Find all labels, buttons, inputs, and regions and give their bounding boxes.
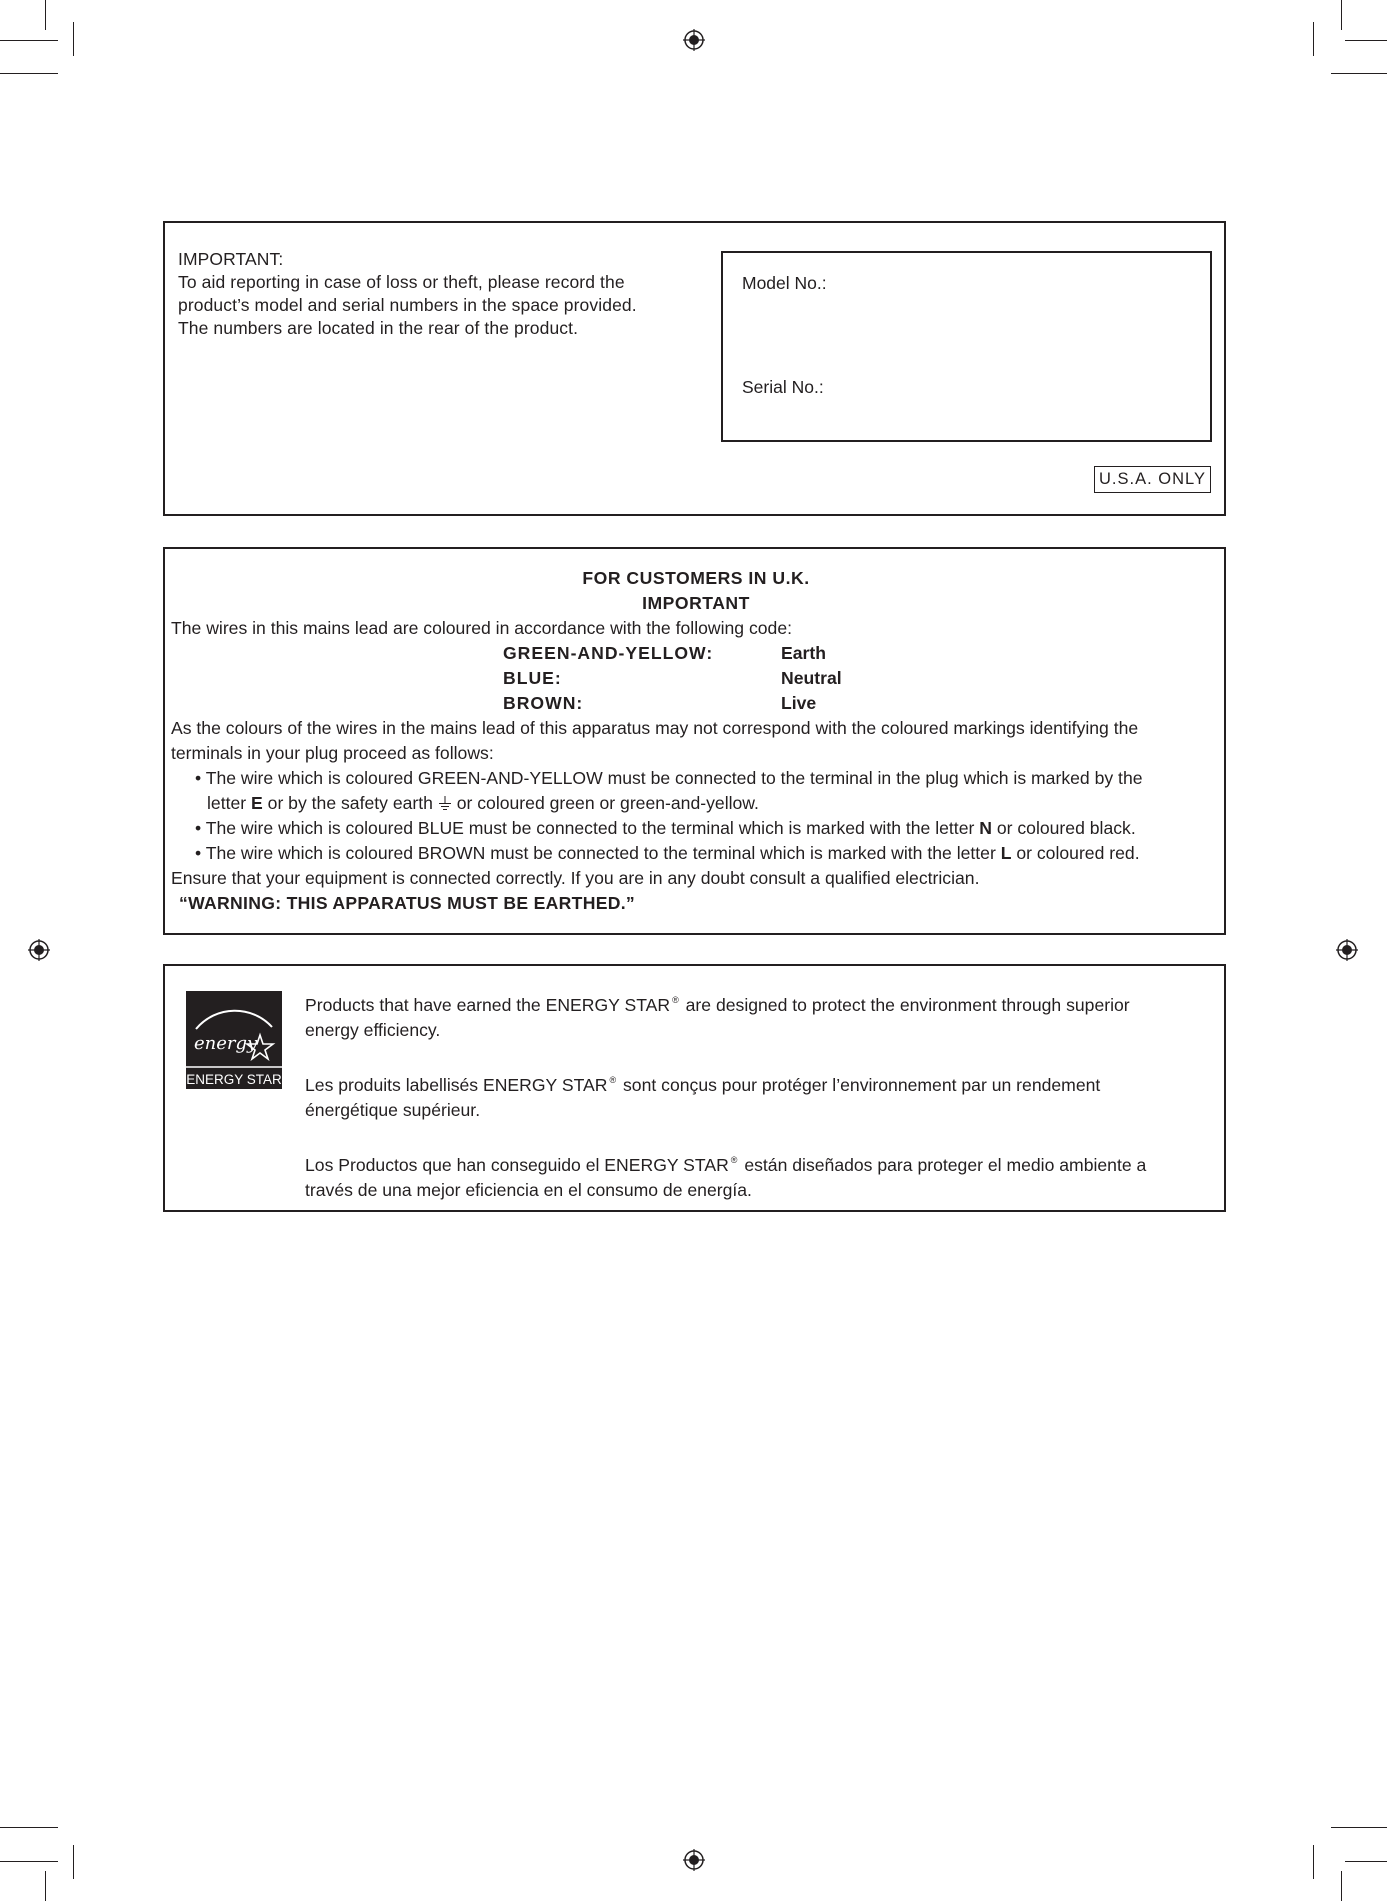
text-fragment: letter <box>207 793 252 813</box>
uk-wiring-panel <box>163 547 1226 935</box>
crop-mark <box>0 73 58 74</box>
wire-colour: GREEN-AND-YELLOW: <box>503 643 714 663</box>
text-fragment: are designed to protect the environment through superior <box>680 995 1130 1015</box>
logo-caption: ENERGY STAR <box>186 1072 282 1087</box>
registration-mark-icon <box>683 29 705 51</box>
crop-mark <box>45 0 46 30</box>
wire-code-row <box>171 641 1221 666</box>
live-wire-instruction <box>171 841 1221 866</box>
energy-star-logo-icon <box>186 991 282 1089</box>
crop-mark <box>1345 1861 1387 1862</box>
record-numbers-panel <box>163 221 1226 516</box>
registration-mark-icon <box>28 939 50 961</box>
wire-meaning: Live <box>781 693 817 713</box>
terminal-letter: E <box>251 793 263 813</box>
crop-mark <box>0 1861 58 1862</box>
instruction-line: To aid reporting in case of loss or theft, please record the <box>178 272 625 292</box>
energy-star-english <box>305 988 1215 1043</box>
wire-code-row <box>171 666 1221 691</box>
energy-star-spanish <box>305 1148 1215 1203</box>
colour-note-line: terminals in your plug proceed as follows: <box>171 743 494 763</box>
logo-script: energy <box>194 1033 258 1054</box>
text-fragment: sont conçus pour protéger l’environnement par un rendement <box>618 1075 1101 1095</box>
wire-meaning: Earth <box>781 643 826 663</box>
wire-code-row <box>171 691 1221 716</box>
colour-note-line: As the colours of the wires in the mains lead of this apparatus may not correspond with the coloured markings identifying the <box>171 718 1139 738</box>
registered-mark: ® <box>730 1155 738 1165</box>
serial-number-label: Serial No.: <box>742 377 824 397</box>
text-fragment: través de una mejor eficiencia en el consumo de energía. <box>305 1180 752 1200</box>
text-fragment: or coloured red. <box>1011 843 1140 863</box>
earth-symbol-icon <box>438 796 452 812</box>
crop-mark <box>1313 22 1314 56</box>
text-fragment: • The wire which is coloured BLUE must be connected to the terminal which is marked with the letter <box>195 818 980 838</box>
text-fragment: or coloured black. <box>991 818 1136 838</box>
terminal-letter: N <box>979 818 992 838</box>
wire-code-intro: The wires in this mains lead are coloured in accordance with the following code: <box>171 618 792 638</box>
crop-mark <box>0 1827 58 1828</box>
energy-star-panel <box>163 964 1226 1212</box>
crop-mark <box>1341 0 1342 30</box>
important-label: IMPORTANT: <box>178 249 284 269</box>
wire-colour: BLUE: <box>503 668 562 688</box>
registered-mark: ® <box>672 995 679 1005</box>
crop-mark <box>1331 1827 1387 1828</box>
crop-mark <box>1313 1845 1314 1879</box>
crop-mark <box>1345 40 1387 41</box>
crop-mark <box>1341 1871 1342 1901</box>
registered-mark: ® <box>609 1075 617 1085</box>
registration-mark-icon <box>683 1849 705 1871</box>
instruction-line: The numbers are located in the rear of the product. <box>178 318 579 338</box>
neutral-wire-instruction <box>171 816 1221 841</box>
text-fragment: • The wire which is coloured BROWN must be connected to the terminal which is marked with the letter <box>195 843 1001 863</box>
text-fragment: or by the safety earth <box>262 793 438 813</box>
text-fragment: Los Productos que han conseguido el ENERGY STAR <box>305 1155 729 1175</box>
text-fragment: énergétique supérieur. <box>305 1100 481 1120</box>
energy-star-french <box>305 1068 1215 1123</box>
crop-mark <box>73 22 74 56</box>
model-number-label: Model No.: <box>742 273 827 293</box>
text-fragment: están diseñados para proteger el medio ambiente a <box>739 1155 1147 1175</box>
text-fragment: energy efficiency. <box>305 1020 441 1040</box>
ensure-note: Ensure that your equipment is connected correctly. If you are in any doubt consult a qualified electrician. <box>171 868 980 888</box>
earth-wire-instruction-cont <box>171 791 1221 816</box>
terminal-letter: L <box>1000 843 1012 863</box>
region-badge: U.S.A. ONLY <box>1094 466 1211 493</box>
instruction-line: product’s model and serial numbers in the space provided. <box>178 295 637 315</box>
record-instructions <box>178 248 718 340</box>
text-fragment: Les produits labellisés ENERGY STAR <box>305 1075 608 1095</box>
record-fields-box <box>721 251 1212 442</box>
uk-heading: FOR CUSTOMERS IN U.K. <box>582 568 810 588</box>
wire-colour: BROWN: <box>503 693 584 713</box>
wire-meaning: Neutral <box>781 668 842 688</box>
crop-mark <box>73 1845 74 1879</box>
text-fragment: or coloured green or green-and-yellow. <box>451 793 759 813</box>
crop-mark <box>45 1871 46 1901</box>
earth-wire-instruction: • The wire which is coloured GREEN-AND-YELLOW must be connected to the terminal in the plug which is marked by the <box>195 768 1143 788</box>
crop-mark <box>1331 73 1387 74</box>
text-fragment: Products that have earned the ENERGY STAR <box>305 995 671 1015</box>
registration-mark-icon <box>1336 939 1358 961</box>
earthing-warning: “WARNING: THIS APPARATUS MUST BE EARTHED.” <box>179 893 636 913</box>
crop-mark <box>0 40 58 41</box>
uk-subheading: IMPORTANT <box>642 593 750 613</box>
